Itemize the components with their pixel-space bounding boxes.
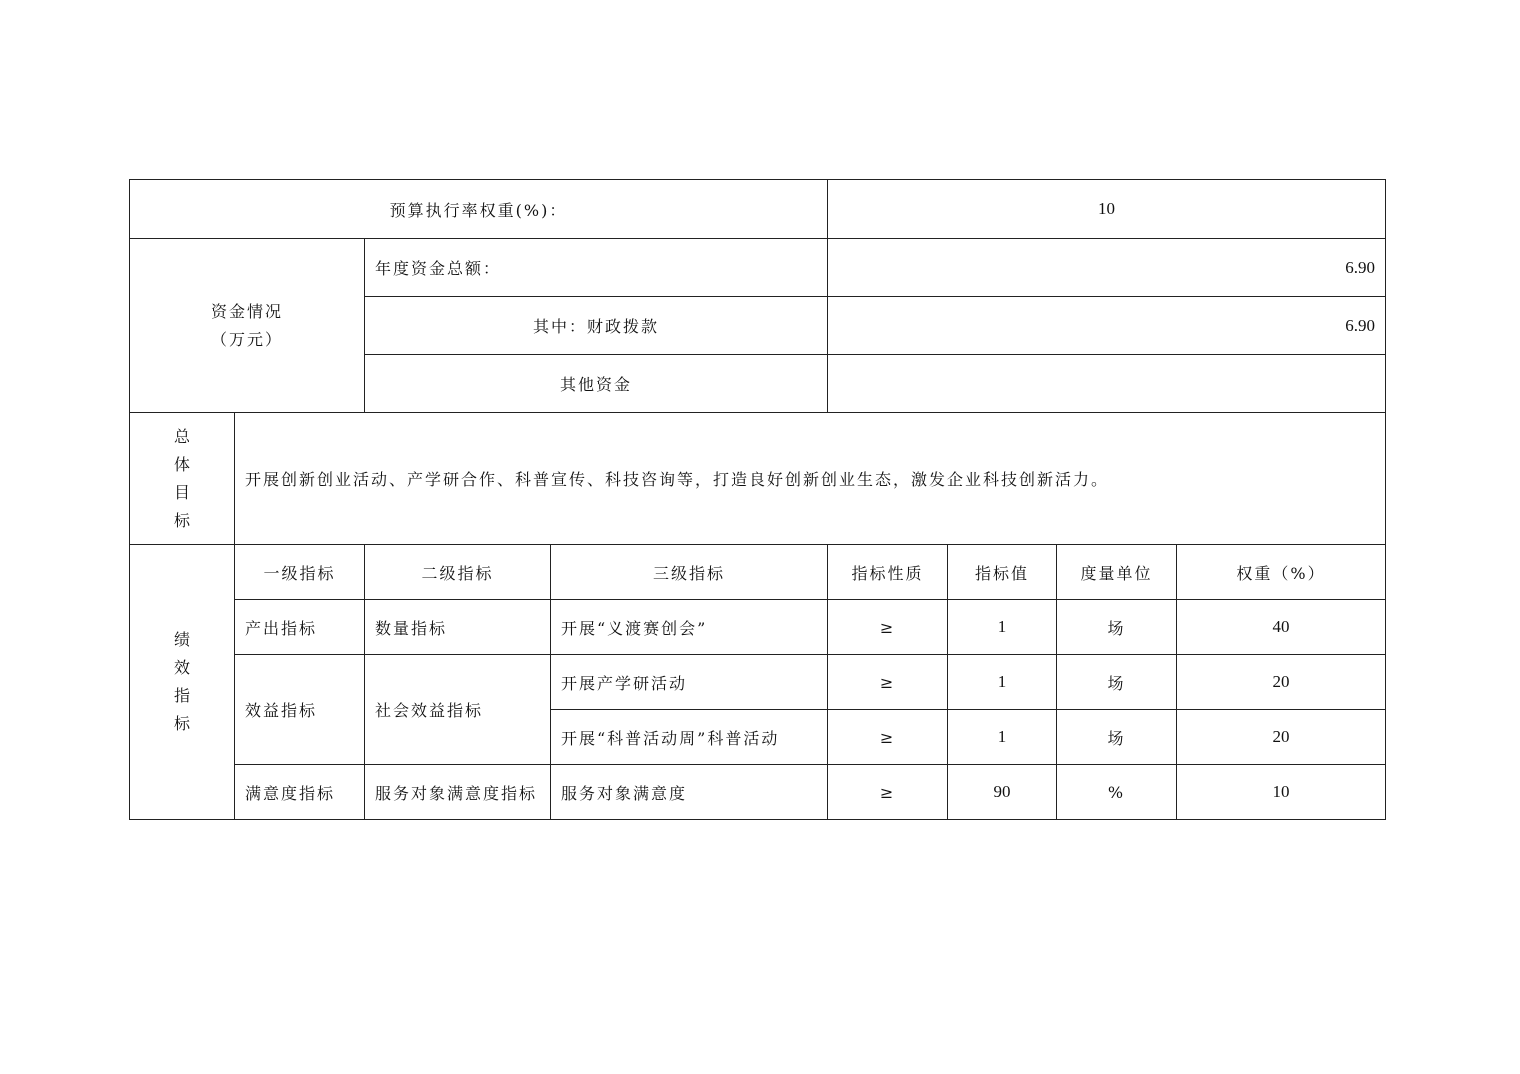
annual-total-label: 年度资金总额： <box>365 239 828 297</box>
performance-label-char: 指 <box>173 686 190 705</box>
unit-cell: 场 <box>1057 710 1177 765</box>
performance-label <box>130 545 235 820</box>
level2-cell: 数量指标 <box>365 600 551 655</box>
performance-label-char: 效 <box>173 658 190 677</box>
header-level1: 一级指标 <box>235 545 365 600</box>
table-row <box>130 600 1386 655</box>
level3-cell: 开展“科普活动周”科普活动 <box>551 710 828 765</box>
goal-label-char: 体 <box>173 454 190 474</box>
level2-cell: 社会效益指标 <box>365 655 551 765</box>
overall-goal-text: 开展创新创业活动、产学研合作、科普宣传、科技咨询等，打造良好创新创业生态，激发企业科技创新活力。 <box>235 413 1386 545</box>
performance-label-char: 标 <box>173 714 190 733</box>
header-level3: 三级指标 <box>551 545 828 600</box>
performance-label-char: 绩 <box>173 630 190 649</box>
value-cell: 90 <box>948 765 1057 820</box>
annual-total-row <box>130 239 1386 297</box>
header-nature: 指标性质 <box>828 545 948 600</box>
header-unit: 度量单位 <box>1057 545 1177 600</box>
weight-cell: 40 <box>1177 600 1386 655</box>
goal-label-char: 标 <box>173 510 190 530</box>
level3-cell: 开展产学研活动 <box>551 655 828 710</box>
fiscal-label: 其中：财政拨款 <box>365 297 828 355</box>
goal-label-char: 总 <box>173 426 190 446</box>
other-funds-label: 其他资金 <box>365 355 828 413</box>
overall-goal-row <box>130 413 1386 545</box>
table-row <box>130 655 1386 710</box>
other-funds-value <box>828 355 1386 413</box>
performance-target-table <box>129 179 1386 820</box>
table-row <box>130 765 1386 820</box>
annual-total-value: 6.90 <box>828 239 1386 297</box>
nature-cell: ≥ <box>828 600 948 655</box>
funds-label-line1: 资金情况 <box>210 301 283 321</box>
overall-goal-label <box>130 413 235 545</box>
level1-cell: 产出指标 <box>235 600 365 655</box>
unit-cell: 场 <box>1057 655 1177 710</box>
performance-header-row <box>130 545 1386 600</box>
nature-cell: ≥ <box>828 655 948 710</box>
nature-cell: ≥ <box>828 765 948 820</box>
weight-cell: 10 <box>1177 765 1386 820</box>
funds-label-line2: （万元） <box>210 329 283 349</box>
funds-label <box>130 239 365 413</box>
unit-cell: 场 <box>1057 600 1177 655</box>
level1-cell: 满意度指标 <box>235 765 365 820</box>
weight-cell: 20 <box>1177 655 1386 710</box>
budget-exec-rate-value: 10 <box>828 180 1386 239</box>
budget-exec-rate-label: 预算执行率权重(%)： <box>130 180 828 239</box>
value-cell: 1 <box>948 655 1057 710</box>
weight-cell: 20 <box>1177 710 1386 765</box>
fiscal-value: 6.90 <box>828 297 1386 355</box>
header-value: 指标值 <box>948 545 1057 600</box>
unit-cell: % <box>1057 765 1177 820</box>
header-weight: 权重（%） <box>1177 545 1386 600</box>
level1-cell: 效益指标 <box>235 655 365 765</box>
value-cell: 1 <box>948 710 1057 765</box>
goal-label-char: 目 <box>173 482 190 502</box>
header-level2: 二级指标 <box>365 545 551 600</box>
nature-cell: ≥ <box>828 710 948 765</box>
value-cell: 1 <box>948 600 1057 655</box>
budget-exec-rate-row <box>130 180 1386 239</box>
level3-cell: 开展“义渡赛创会” <box>551 600 828 655</box>
level2-cell: 服务对象满意度指标 <box>365 765 551 820</box>
level3-cell: 服务对象满意度 <box>551 765 828 820</box>
